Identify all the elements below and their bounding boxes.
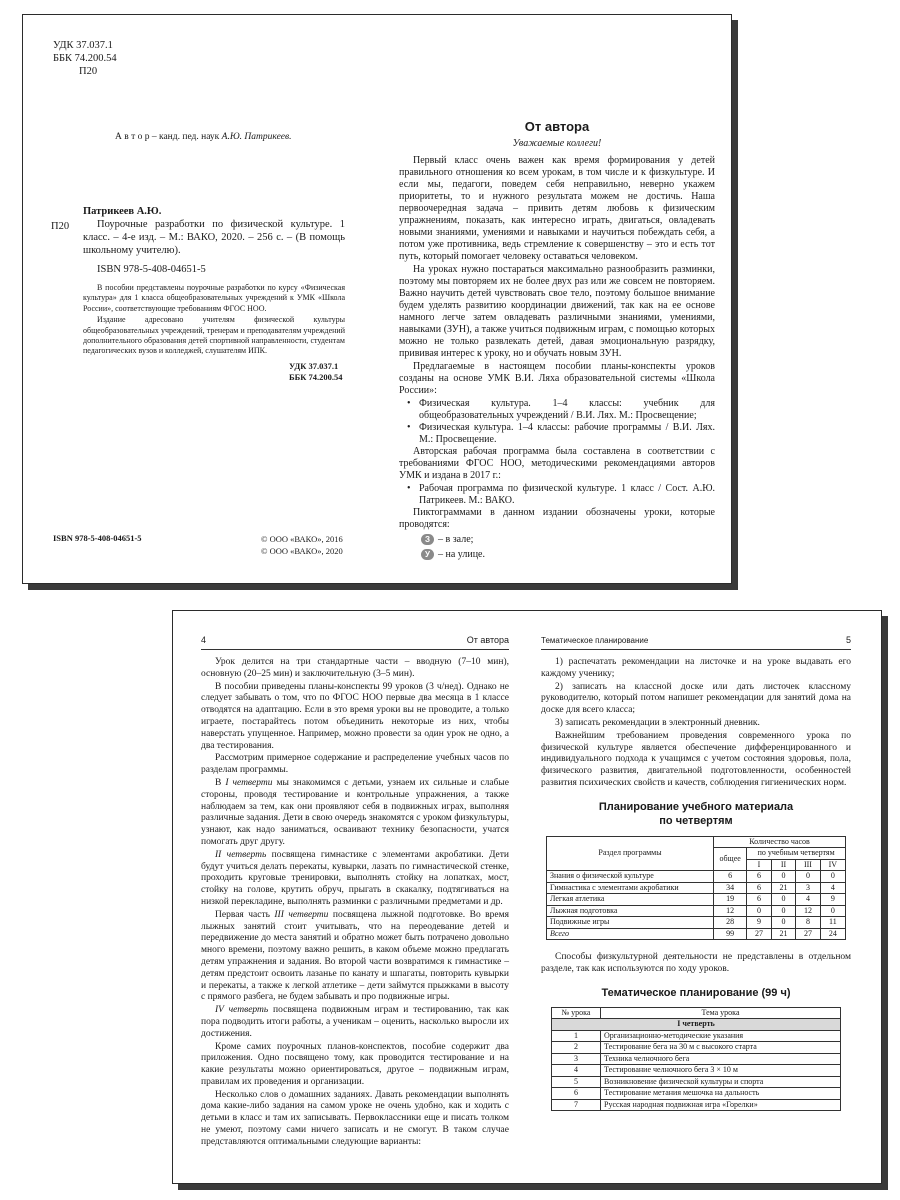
quarter-hours-cell: 21 (771, 928, 795, 940)
lesson-number-cell: 3 (552, 1053, 601, 1065)
legend-hall (421, 532, 715, 547)
quarter-hours-cell: 12 (796, 905, 820, 917)
book-spread-page-2 (172, 610, 882, 1184)
quarter-hours-cell: 0 (771, 905, 795, 917)
bbk-bold: ББК 74.200.54 (289, 372, 343, 382)
lesson-number-cell: 4 (552, 1065, 601, 1077)
plan-title (541, 800, 851, 828)
col-hours-header: Количество часов (714, 836, 846, 848)
total-hours-cell: 6 (714, 871, 747, 883)
quarter-hours-cell: 6 (747, 894, 771, 906)
p6-lead: Первая часть (215, 909, 275, 920)
table-row (552, 1065, 841, 1077)
quarter-header-4: IV (820, 859, 845, 871)
col-quarters-header: по учебным четвертям (747, 848, 846, 860)
lesson-topic-cell: Организационно-методические указания (601, 1030, 841, 1042)
section-name-cell: Гимнастика с элементами акробатики (547, 882, 714, 894)
quarter-3-label: III четверти (274, 909, 329, 920)
classification-block (53, 39, 117, 78)
page-4-running-head: От автора (466, 635, 509, 645)
lesson-topic-cell: Техника челночного бега (601, 1053, 841, 1065)
lesson-number-cell: 5 (552, 1076, 601, 1088)
lesson-topic-cell: Возникновение физической культуры и спорта (601, 1076, 841, 1088)
section-name-cell: Лыжная подготовка (547, 905, 714, 917)
quarter-hours-cell: 4 (820, 882, 845, 894)
table-row (547, 928, 846, 940)
abstract (83, 283, 345, 358)
hall-pictogram-icon: З (421, 534, 434, 545)
p4-paragraph-5 (201, 850, 509, 909)
lesson-topic-cell: Тестирование метания мешочка на дальность (601, 1088, 841, 1100)
quarter-hours-cell: 27 (796, 928, 820, 940)
p4-lead: В (215, 777, 226, 788)
recommendation-2: 2) записать на классной доске или дать листочек классному руководителю, который потом напишет рекомендации для занятий дома на доске для всего класса; (541, 681, 851, 716)
author-mark: П20 (79, 66, 98, 77)
quarter-hours-cell: 0 (771, 917, 795, 929)
bullet-item-2: • Физическая культура. 1–4 классы: рабочие программы / В.И. Лях. М.: Просвещение. (399, 422, 715, 446)
page-5-number: 5 (845, 635, 851, 645)
lesson-topic-cell: Тестирование челночного бега 3 × 10 м (601, 1065, 841, 1077)
paragraph-2: На уроках нужно постараться максимально разнообразить разминки, поэтому мы повторяем их не более двух раз или же совсем не повторяем. Важно научить детей чувствовать свое тело, поэтому большое внимание будем уделять развитию координации движений, так как на ее основе намного легче затем овладевать различными знаниями, умениями, навыками (ЗУН), а также учиться подвижным играм, с помощью которых можно не только развлекать детей, давая эмоциональную разрядку, прививая интерес к уроку, но и обучать новым ЗУН. (399, 264, 715, 359)
quarter-hours-cell: 0 (771, 894, 795, 906)
lesson-number-cell: 2 (552, 1042, 601, 1054)
total-hours-cell: 99 (714, 928, 747, 940)
paragraph-3: Предлагаемые в настоящем пособии планы-конспекты уроков созданы на основе УМК В.И. Ляха образовательной системы «Школа России»: (399, 361, 715, 396)
table-row (552, 1099, 841, 1111)
quarter-hours-cell: 8 (796, 917, 820, 929)
quarter-hours-cell: 9 (820, 894, 845, 906)
author-credit-label: А в т о р – канд. пед. наук (115, 132, 222, 142)
quarter-hours-cell: 4 (796, 894, 820, 906)
quarter-header-3: III (796, 859, 820, 871)
book-title-record: Поурочные разработки по физической культуре. 1 класс. – 4-е изд. – М.: ВАКО, 2020. – 256 с. – (В помощь школьному учителю). (83, 219, 345, 256)
table-row (552, 1042, 841, 1054)
p4-paragraph-1: Урок делится на три стандартные части – вводную (7–10 мин), основную (20–25 мин) и заключительную (3–5 мин). (201, 657, 509, 679)
isbn-record: ISBN 978-5-408-04651-5 (97, 264, 206, 275)
legend-street (421, 547, 715, 562)
from-author-column (399, 119, 715, 562)
quarter-header-1: I (747, 859, 771, 871)
col-topic-header: Тема урока (601, 1007, 841, 1019)
author-mark-side-text: П20 (51, 221, 70, 232)
quarter-1-label: I четверти (225, 777, 273, 788)
page-5-body (541, 657, 851, 1111)
quarter-header-2: II (771, 859, 795, 871)
p4-paragraph-2: В пособии приведены планы-конспекты 99 уроков (3 ч/нед). Однако не следует забывать о том, что по ФГОС НОО первые два месяца в 1 классе отводятся на адаптацию. Если в это время уроки вы не проводите, а только играете, постарайтесь потом объединить некоторые из них, чтобы наверстать упущенное. Например, можно провести за один урок не одно, а два тестирования. (201, 681, 509, 751)
p7-text: посвящена подвижным играм и тестированию, так как пора подводить итоги работы, а ученикам – оценить, насколько выросли их достижения. (201, 1005, 509, 1039)
page-4-number: 4 (201, 635, 207, 645)
table-row (547, 894, 846, 906)
quarter-hours-cell: 27 (747, 928, 771, 940)
p4-paragraph-8: Кроме самих поурочных планов-конспектов, пособие содержит два приложения. Одно посвящено тому, как проводится тестирование и на какие результаты можно ориентироваться, другое – подвижным играм, правилам их проведения и организации. (201, 1041, 509, 1087)
table-row (552, 1030, 841, 1042)
total-hours-cell: 19 (714, 894, 747, 906)
bbk-code: ББК 74.200.54 (53, 53, 117, 64)
thematic-title: Тематическое планирование (99 ч) (601, 986, 791, 999)
lesson-number-cell: 1 (552, 1030, 601, 1042)
paragraph-5: Пиктограммами в данном издании обозначены уроки, которые проводятся: (399, 507, 715, 530)
lesson-topic-cell: Русская народная подвижная игра «Горелки» (601, 1099, 841, 1111)
copyright (261, 533, 343, 557)
p5-text: посвящена гимнастике с элементами акробатики. Дети будут учиться делать перекаты, кувырки, лазать по гимнастической стенке, проходить круговые тренировки, выполнять стойку на лопатках, мост, стойку на голове, крутить обруч, прыгать в скакалку, подтягиваться на низкой перекладине, выполнять разминки с различными предметами и др. (201, 849, 510, 907)
bibliographic-record (83, 205, 345, 276)
col-total-header: общее (714, 848, 747, 871)
quarter-hours-cell: 0 (771, 871, 795, 883)
lesson-topic-cell: Тестирование бега на 30 м с высокого старта (601, 1042, 841, 1054)
bullet-item-3: • Рабочая программа по физической культуре. 1 класс / Сост. А.Ю. Патрикеев. М.: ВАКО. (399, 483, 715, 507)
requirement-paragraph: Важнейшим требованием проведения современного урока по физической культуре является обеспечение дифференцированного и индивидуального подхода к учащимся с учетом состояния здоровья, пола, физического развития, двигательной подготовленности, особенностей развития психических свойств и качеств, соблюдения гигиенических норм. (541, 730, 851, 788)
author-mark-side (51, 207, 83, 232)
quarter-hours-cell: 6 (747, 871, 771, 883)
bullet-item-1: • Физическая культура. 1–4 классы: учебник для общеобразовательных учреждений / В.И. Лях. М.: Просвещение; (399, 398, 715, 422)
lesson-number-cell: 7 (552, 1099, 601, 1111)
plan-title-line-2: по четвертям (659, 814, 733, 827)
quarter-hours-cell: 3 (796, 882, 820, 894)
p6-text: посвящена лыжной подготовке. Во время лыжных занятий стоит учитывать, что на переодевание детей и передвижение до места занятий и обратно может быть потрачено довольно много времени, поэтому важно решить, в каком объеме можно предлагать детям упражнения и задания. Во второй части возвратимся к гимнастике – детям предстоит освоить лазанье по канату и шпагаты, повторить кувырки и перекаты, а также к легкой атлетике – дети займутся прыжками в высоту с прямого разбега, не будем забывать и про подвижные игры. (201, 909, 509, 1003)
copyright-line-1: © ООО «ВАКО», 2016 (261, 534, 343, 544)
section-name-cell: Всего (547, 928, 714, 940)
greeting: Уважаемые коллеги! (512, 138, 602, 149)
table-row (552, 1076, 841, 1088)
recommendation-1: 1) распечатать рекомендации на листочке и на уроке выдавать его каждому ученику; (541, 657, 851, 679)
paragraph-4: Авторская рабочая программа была составлена в соответствии с требованиями ФГОС НОО, методическими рекомендациями авторов УМК и издана в 2017 г.: (399, 446, 715, 481)
udk-code: УДК 37.037.1 (53, 40, 113, 51)
table-row (547, 905, 846, 917)
col-lesson-num-header: № урока (552, 1007, 601, 1019)
methods-note: Способы физкультурной деятельности не представлены в отдельном разделе, так как используются по ходу уроков. (541, 952, 851, 975)
p4-paragraph-9: Несколько слов о домашних заданиях. Давать рекомендации выполнять дома какие-либо задания на самом уроке не очень удобно, как и ходить с детьми в класс и там их записывать. Первоклассники еще и писать толком не умеют, поэтому сами ничего записать и не смогут. В таком случае представляются оптимальными следующие варианты: (201, 1089, 509, 1147)
page-5-header (541, 635, 851, 650)
abstract-paragraph-2: Издание адресовано учителям физической культуры общеобразовательных учреждений, тренерам и преподавателям учреждений дополнительного образования детей спортивной направленности, студентам педагогических вузов и колледжей, слушателям ИПК. (83, 315, 345, 356)
page-4-body (201, 657, 509, 1150)
quarter-hours-cell: 6 (747, 882, 771, 894)
recommendation-3: 3) записать рекомендации в электронный дневник. (555, 717, 760, 728)
copyright-line-2: © ООО «ВАКО», 2020 (261, 546, 343, 556)
p4-paragraph-3: Рассмотрим примерное содержание и распределение учебных часов по разделам программы. (201, 753, 509, 776)
udk-bold: УДК 37.037.1 (289, 361, 339, 371)
p4-paragraph-7 (201, 1005, 509, 1040)
table-row (547, 917, 846, 929)
author-heading: Патрикеев А.Ю. (83, 206, 162, 217)
quarter-hours-cell: 24 (820, 928, 845, 940)
total-hours-cell: 34 (714, 882, 747, 894)
quarter-hours-cell: 0 (820, 871, 845, 883)
section-name-cell: Знания о физической культуре (547, 871, 714, 883)
p4-paragraph-4 (201, 778, 509, 849)
quarter-hours-cell: 21 (771, 882, 795, 894)
total-hours-cell: 28 (714, 917, 747, 929)
total-hours-cell: 12 (714, 905, 747, 917)
quarter-hours-cell: 0 (820, 905, 845, 917)
p4-paragraph-6 (201, 910, 509, 1004)
quarter-hours-cell: 0 (796, 871, 820, 883)
from-author-title: От автора (524, 119, 590, 134)
author-credit (115, 132, 292, 142)
quarter-4-label: IV четверть (215, 1005, 269, 1016)
quarter-2-label: II четверть (215, 849, 267, 860)
section-name-cell: Легкая атлетика (547, 894, 714, 906)
col-section-header: Раздел программы (547, 836, 714, 871)
classification-bold (289, 361, 343, 383)
quarter-1-row: I четверть (552, 1019, 841, 1031)
table-row (552, 1053, 841, 1065)
isbn-bottom: ISBN 978-5-408-04651-5 (53, 533, 142, 543)
hours-table (546, 836, 846, 941)
lesson-number-cell: 6 (552, 1088, 601, 1100)
book-spread-page-1 (22, 14, 732, 584)
table-row (547, 871, 846, 883)
pictogram-legend (399, 532, 715, 562)
abstract-paragraph-1: В пособии представлены поурочные разработки по курсу «Физическая культура» для 1 класса общеобразовательных учреждений к УМК «Школа России», соответствующие требованиям ФГОС НОО. (83, 283, 345, 313)
author-credit-name: А.Ю. Патрикеев. (221, 132, 292, 142)
p4-text: мы знакомимся с детьми, узнаем их сильные и слабые стороны, проводя тестирование и контрольные упражнения, а также наблюдаем за тем, как они проявляют себя в подвижных играх, выполняя различные задания. Дети в свою очередь знакомятся с уроком физкультуры, узнают, как надо заниматься, осваивают технику безопасности, учатся помогать друг другу. (201, 777, 509, 847)
legend-street-text: – на улице. (438, 548, 485, 560)
legend-hall-text: – в зале; (438, 533, 474, 545)
table-row (547, 882, 846, 894)
quarter-hours-cell: 9 (747, 917, 771, 929)
quarter-hours-cell: 11 (820, 917, 845, 929)
section-name-cell: Подвижные игры (547, 917, 714, 929)
lessons-table (551, 1007, 841, 1112)
table-row (552, 1088, 841, 1100)
quarter-hours-cell: 0 (747, 905, 771, 917)
paragraph-1: Первый класс очень важен как время формирования у детей правильного отношения ко всем урокам, в том числе и к физкультуре. И если мы, педагоги, поведем себя неправильно, неверно укажем приоритеты, то и нужного результата можем не достичь. Наша первоочередная задача – привить детям любовь к физическим упражнениям, показать, как интересно играть, двигаться, овладевать новыми знаниями, умениями и навыками и научиться побеждать себя, а потом уже противника, ведь стремление к совершенству – это и есть тот путь, который помогает человеку оставаться человеком. (399, 155, 715, 262)
page-4-header (201, 635, 509, 650)
street-pictogram-icon: У (421, 549, 434, 560)
plan-title-line-1: Планирование учебного материала (598, 800, 794, 813)
page-5-running-head: Тематическое планирование (541, 636, 649, 645)
